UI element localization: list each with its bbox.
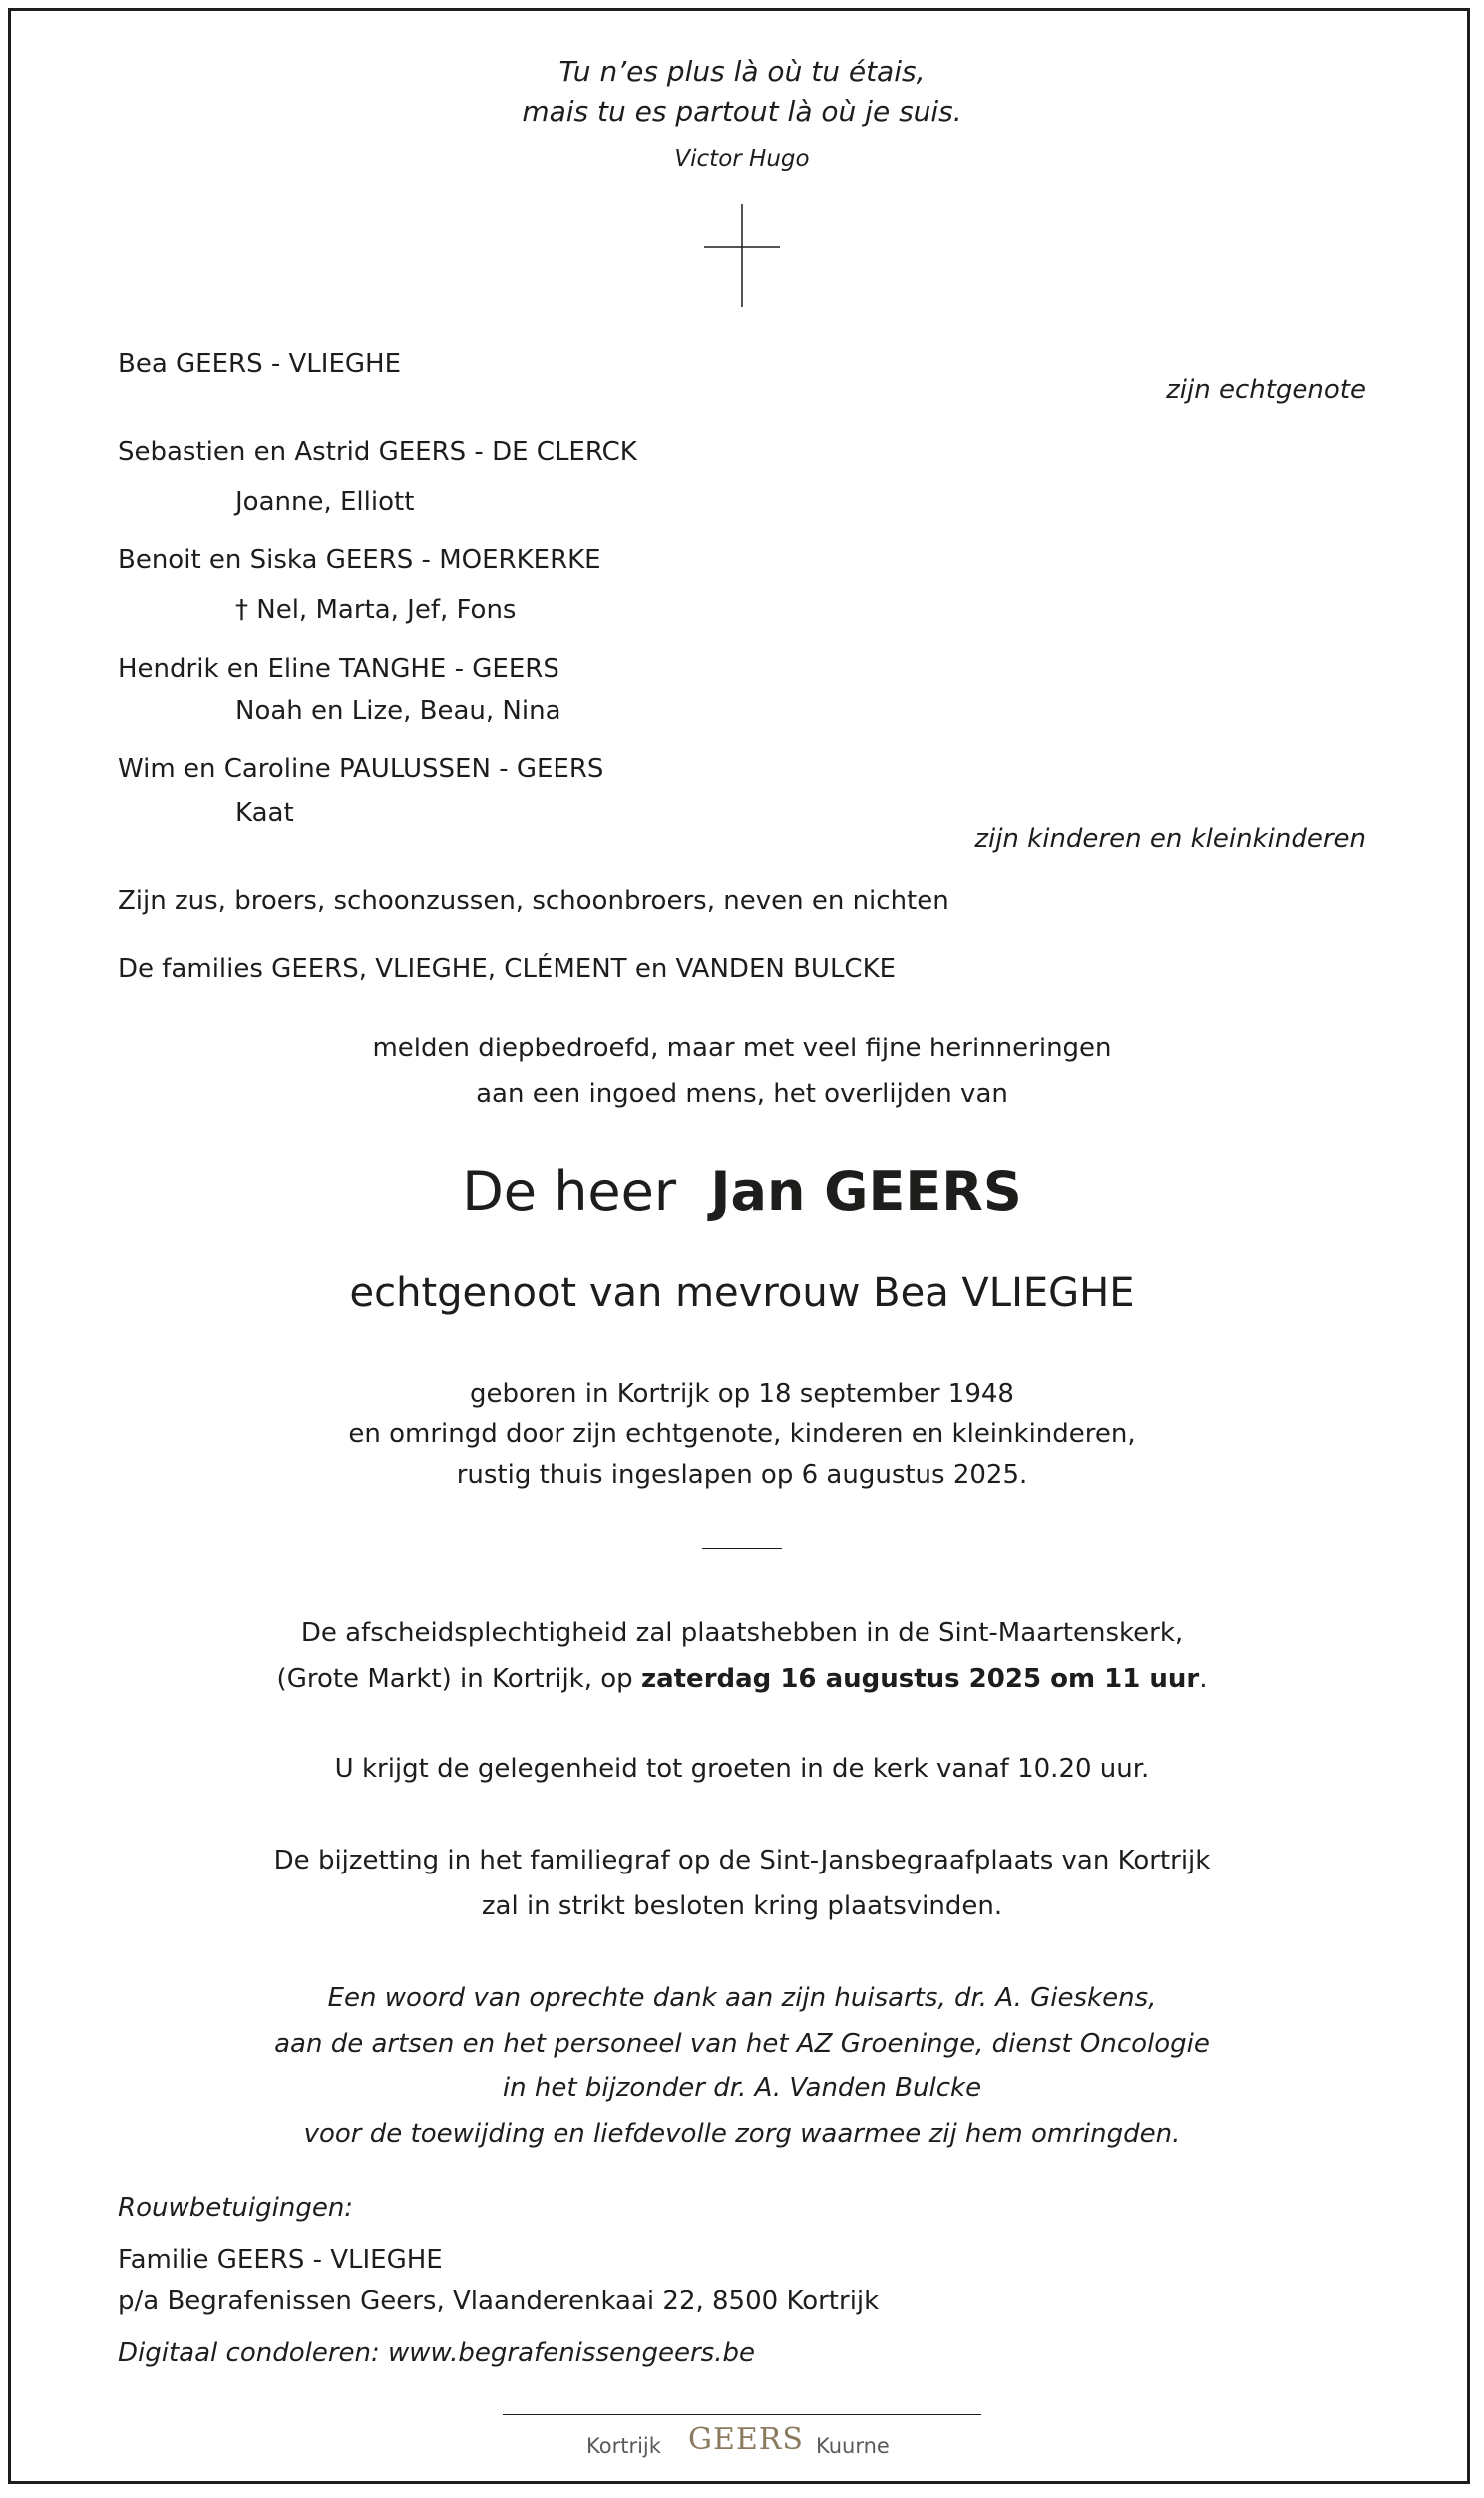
quote-author: Victor Hugo — [674, 146, 810, 172]
ceremony-line-1: De afscheidsplechtigheid zal plaatshebben in de Sint-Maartenskerk, — [300, 1618, 1184, 1648]
ceremony-prefix: (Grote Markt) in Kortrijk, op — [276, 1664, 633, 1694]
announcement-line-1: melden diepbedroefd, maar met veel fijne herinneringen — [372, 1034, 1112, 1063]
deceased-spouse: echtgenoot van mevrouw Bea VLIEGHE — [349, 1270, 1135, 1316]
footer-location-left: Kortrijk — [586, 2434, 661, 2458]
child-parents: Sebastien en Astrid GEERS - DE CLERCK — [118, 437, 637, 467]
families: De families GEERS, VLIEGHE, CLÉMENT en VANDEN BULCKE — [118, 954, 897, 984]
grandchildren: Noah en Lize, Beau, Nina — [235, 696, 561, 726]
condolences-heading: Rouwbetuigingen: — [118, 2193, 354, 2223]
quote-line-2: mais tu es partout là où je suis. — [522, 95, 962, 128]
deceased-name-line — [0, 1157, 1484, 1227]
greeting-line: U krijgt de gelegenheid tot groeten in de kerk vanaf 10.20 uur. — [334, 1754, 1150, 1784]
geers-logo: GEERS — [688, 2422, 804, 2457]
condolences-address: p/a Begrafenissen Geers, Vlaanderenkaai 22, 8500 Kortrijk — [118, 2287, 880, 2316]
child-parents: Wim en Caroline PAULUSSEN - GEERS — [118, 754, 604, 784]
ceremony-suffix: . — [1199, 1664, 1208, 1694]
child-parents: Benoit en Siska GEERS - MOERKERKE — [118, 545, 601, 575]
footer-rule — [503, 2414, 981, 2415]
burial-line-1: De bijzetting in het familiegraf op de Sint-Jansbegraafplaats van Kortrijk — [273, 1846, 1211, 1875]
ceremony-line-2 — [0, 1662, 1484, 1696]
announcement-line-2: aan een ingoed mens, het overlijden van — [476, 1079, 1008, 1109]
siblings: Zijn zus, broers, schoonzussen, schoonbroers, neven en nichten — [118, 886, 949, 916]
grandchildren: † Nel, Marta, Jef, Fons — [235, 595, 517, 624]
condolences-family: Familie GEERS - VLIEGHE — [118, 2245, 443, 2275]
thanks-line-1: Een woord van oprechte dank aan zijn huisarts, dr. A. Gieskens, — [327, 1983, 1157, 2013]
cross-icon — [704, 204, 780, 307]
burial-line-2: zal in strikt besloten kring plaatsvinden. — [481, 1891, 1003, 1921]
birth-line: geboren in Kortrijk op 18 september 1948 — [470, 1379, 1014, 1409]
child-parents: Hendrik en Eline TANGHE - GEERS — [118, 654, 559, 684]
thanks-line-4: voor de toewijding en liefdevolle zorg waarmee zij hem omringden. — [303, 2119, 1181, 2149]
thanks-line-3: in het bijzonder dr. A. Vanden Bulcke — [502, 2073, 982, 2103]
spouse-name: Bea GEERS - VLIEGHE — [118, 349, 402, 379]
divider — [702, 1548, 782, 1549]
thanks-line-2: aan de artsen en het personeel van het AZ Groeninge, dienst Oncologie — [274, 2029, 1210, 2059]
digital-condolences: Digitaal condoleren: www.begrafenissengeers.be — [118, 2338, 755, 2368]
children-role: zijn kinderen en kleinkinderen — [974, 824, 1366, 854]
deceased-name: Jan GEERS — [710, 1160, 1022, 1223]
deceased-title: De heer — [462, 1160, 677, 1223]
ceremony-date: zaterdag 16 augustus 2025 om 11 uur — [640, 1664, 1200, 1694]
death-line: rustig thuis ingeslapen op 6 augustus 2025. — [456, 1460, 1028, 1490]
quote-line-1: Tu n’es plus là où tu étais, — [558, 55, 926, 88]
footer-location-right: Kuurne — [816, 2434, 890, 2458]
grandchildren: Kaat — [235, 798, 294, 828]
grandchildren: Joanne, Elliott — [235, 487, 415, 517]
spouse-role: zijn echtgenote — [1166, 375, 1366, 405]
surrounded-line: en omringd door zijn echtgenote, kinderen en kleinkinderen, — [348, 1419, 1136, 1449]
